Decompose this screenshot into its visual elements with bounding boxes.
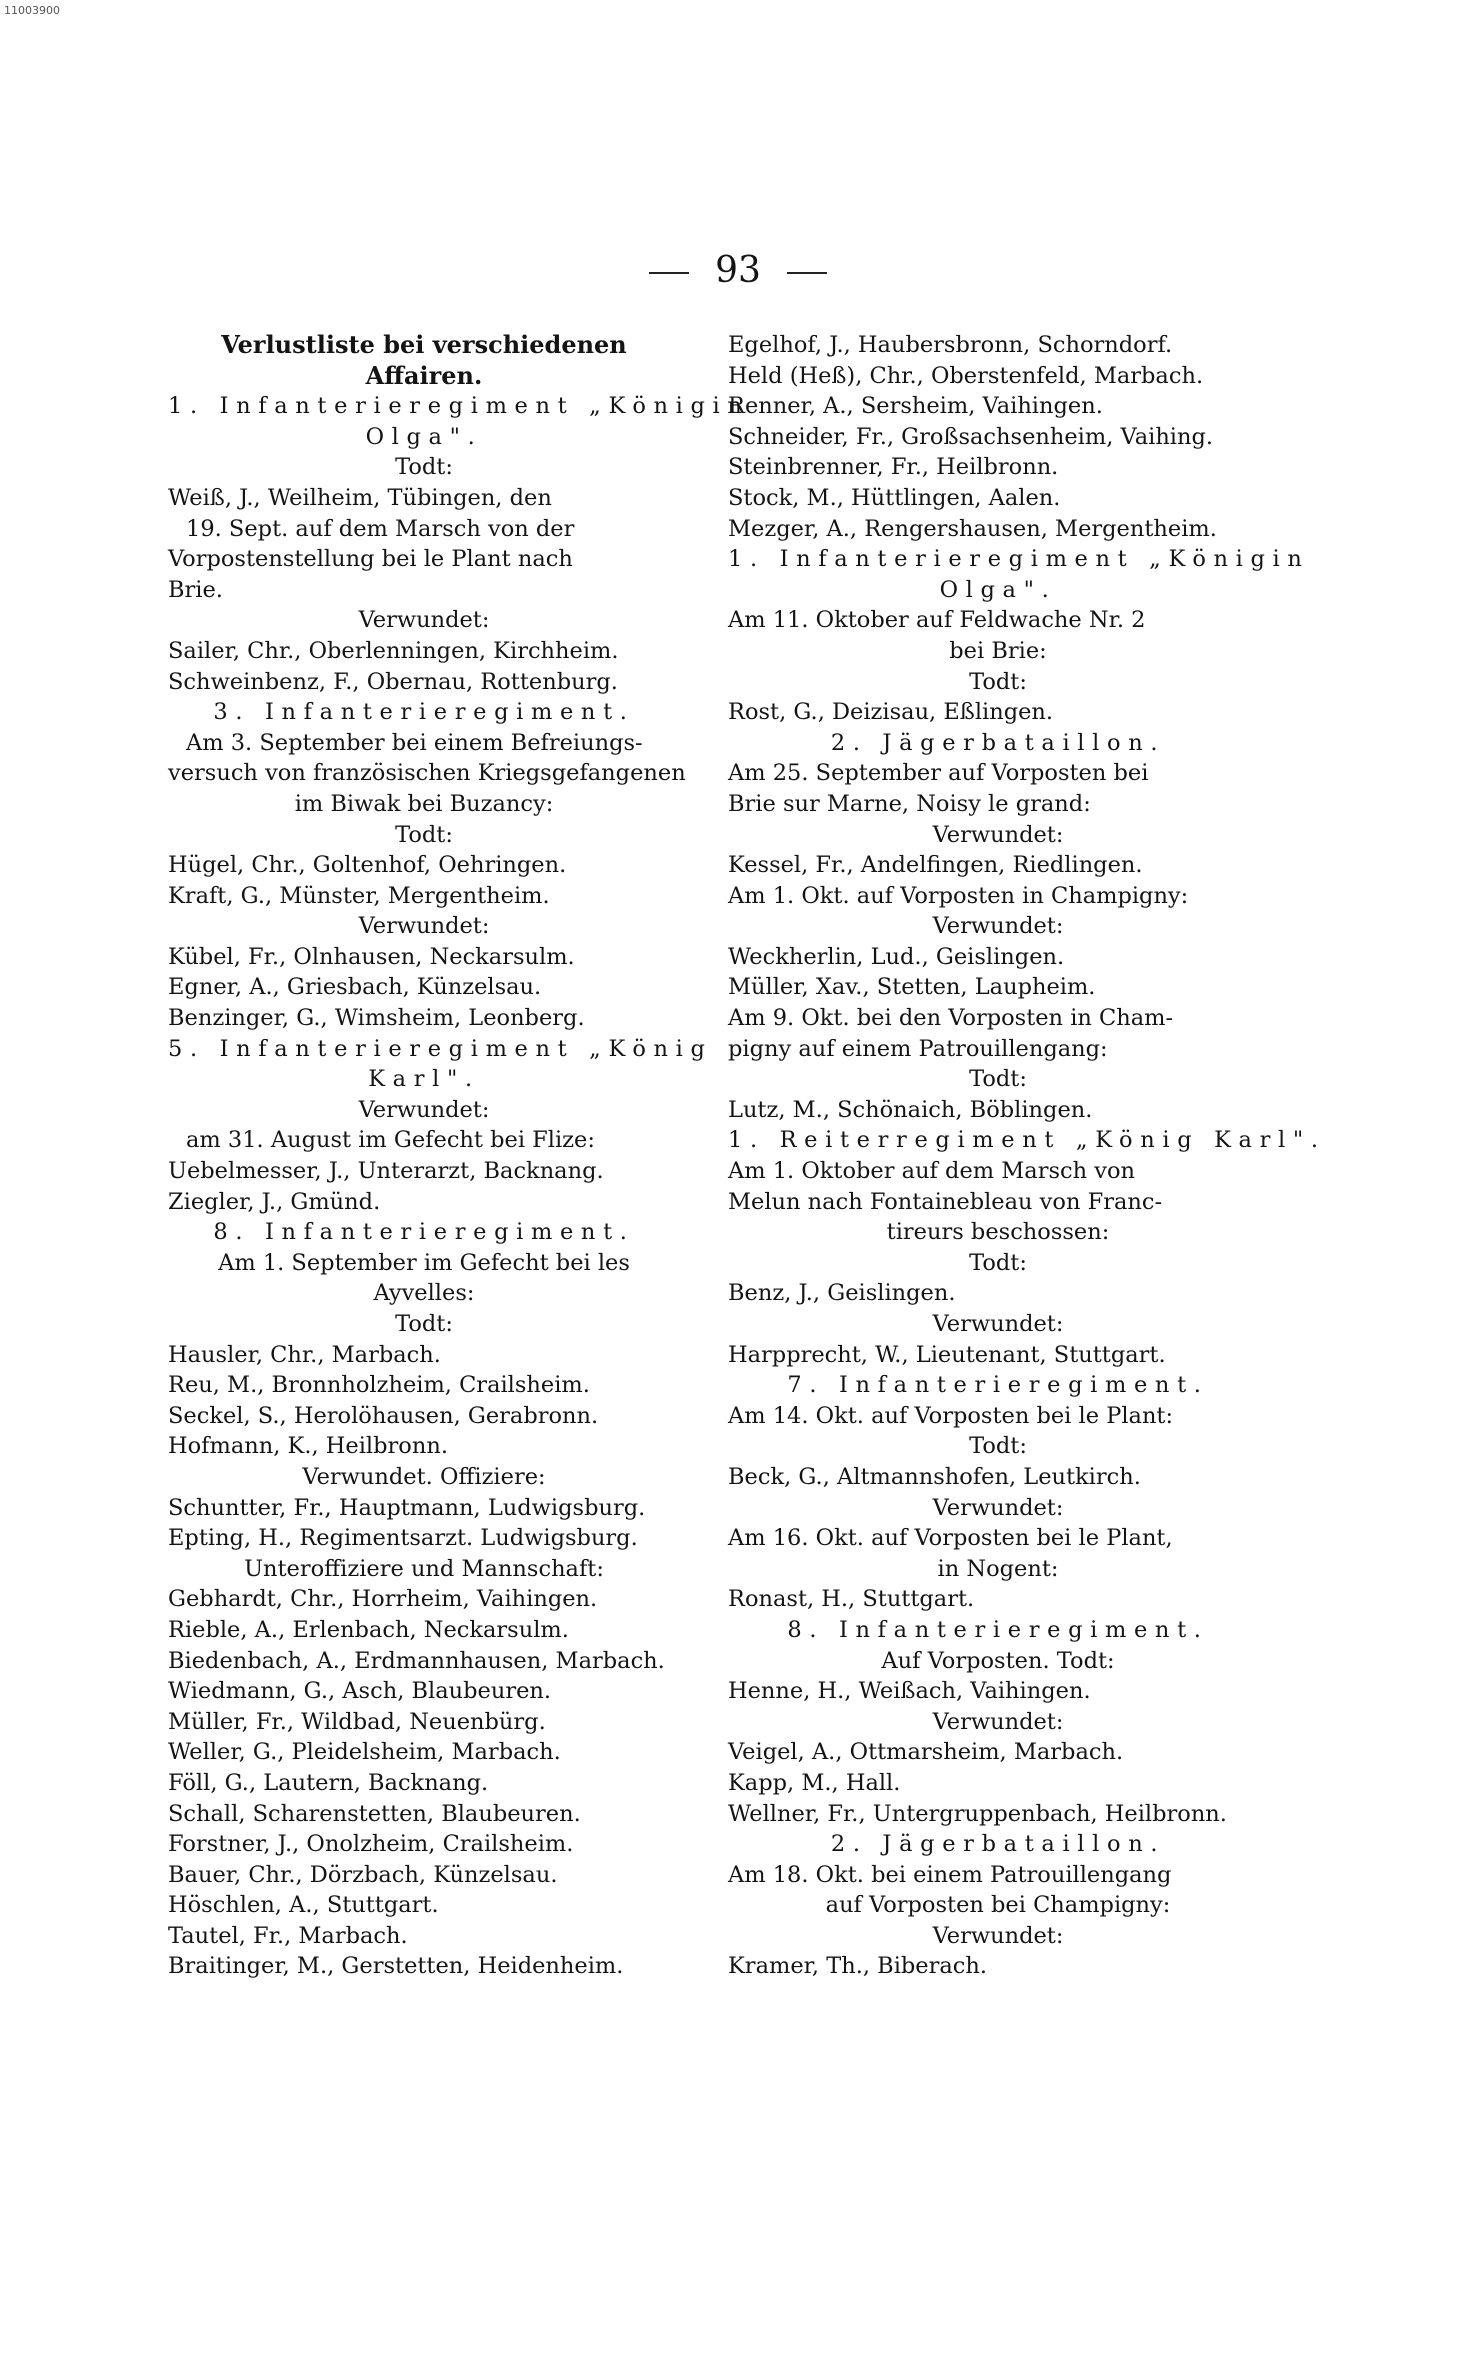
text-line: Bauer, Chr., Dörzbach, Künzelsau.	[168, 1861, 558, 1888]
text-line: Am 9. Okt. bei den Vorposten in Cham-	[728, 1005, 1174, 1032]
text-line: Schweinbenz, F., Obernau, Rottenburg.	[168, 668, 618, 695]
text-line: Kapp, M., Hall.	[728, 1769, 901, 1796]
text-line: 5. Infanterieregiment „König	[168, 1035, 713, 1062]
text-line: Verwundet:	[932, 1311, 1064, 1337]
text-line: Todt:	[395, 821, 453, 848]
text-line: Rost, G., Deizisau, Eßlingen.	[728, 699, 1054, 726]
text-line: Brie sur Marne, Noisy le grand:	[728, 790, 1091, 817]
text-line: Müller, Xav., Stetten, Laupheim.	[728, 974, 1096, 1001]
text-line: Todt:	[969, 1433, 1027, 1460]
text-line: Weiß, J., Weilheim, Tübingen, den	[168, 484, 552, 511]
text-line: Verwundet:	[932, 821, 1064, 848]
text-line: Todt:	[969, 668, 1027, 695]
text-line: Schall, Scharenstetten, Blaubeuren.	[168, 1800, 581, 1827]
text-line: Verlustliste bei verschiedenen	[221, 330, 627, 359]
text-line: 3. Infanterieregiment.	[213, 699, 635, 726]
text-line: 2. Jägerbataillon.	[830, 1831, 1166, 1858]
text-line: Verwundet:	[932, 1922, 1064, 1949]
text-line: Uebelmesser, J., Unterarzt, Backnang.	[168, 1158, 604, 1185]
text-line: Hofmann, K., Heilbronn.	[168, 1433, 448, 1460]
text-line: Auf Vorposten. Todt:	[881, 1647, 1115, 1674]
text-line: Todt:	[969, 1249, 1027, 1276]
text-line: Hausler, Chr., Marbach.	[168, 1341, 441, 1368]
dash-left	[649, 272, 689, 274]
text-line: Ronast, H., Stuttgart.	[728, 1586, 975, 1613]
text-line: Todt:	[969, 1066, 1027, 1093]
text-line: Forstner, J., Onolzheim, Crailsheim.	[168, 1831, 574, 1858]
text-line: Ziegler, J., Gmünd.	[168, 1188, 381, 1215]
text-line: auf Vorposten bei Champigny:	[825, 1892, 1171, 1919]
text-line: Verwundet:	[358, 607, 490, 634]
text-line: 7. Infanterieregiment.	[787, 1372, 1209, 1399]
text-line: Renner, A., Sersheim, Vaihingen.	[728, 393, 1103, 420]
text-line: Affairen.	[365, 360, 483, 390]
text-line: Olga".	[939, 576, 1057, 603]
text-line: im Biwak bei Buzancy:	[294, 790, 554, 817]
text-line: Am 25. September auf Vorposten bei	[728, 760, 1149, 787]
text-line: Wellner, Fr., Untergruppenbach, Heilbronn.	[728, 1800, 1227, 1827]
text-line: Kessel, Fr., Andelfingen, Riedlingen.	[728, 852, 1143, 879]
text-line: Benz, J., Geislingen.	[728, 1280, 956, 1307]
text-line: Kraft, G., Münster, Mergentheim.	[168, 882, 550, 909]
text-line: Karl".	[368, 1066, 480, 1093]
text-line: Weller, G., Pleidelsheim, Marbach.	[168, 1739, 561, 1766]
text-line: Seckel, S., Herolöhausen, Gerabronn.	[168, 1402, 599, 1429]
text-line: Föll, G., Lautern, Backnang.	[168, 1769, 489, 1796]
text-line: Olga".	[365, 423, 483, 450]
text-line: Verwundet:	[358, 1096, 490, 1123]
text-line: 1. Infanterieregiment „Königin	[728, 546, 1310, 573]
text-line: Am 14. Okt. auf Vorposten bei le Plant:	[728, 1402, 1174, 1429]
text-line: tireurs beschossen:	[886, 1219, 1110, 1246]
text-line: Am 1. Okt. auf Vorposten in Champigny:	[728, 882, 1189, 909]
text-line: Veigel, A., Ottmarsheim, Marbach.	[728, 1739, 1124, 1766]
text-line: Todt:	[395, 454, 453, 481]
text-line: Kübel, Fr., Olnhausen, Neckarsulm.	[168, 943, 575, 970]
text-line: Verwundet:	[932, 1708, 1064, 1735]
text-line: Verwundet:	[932, 913, 1064, 940]
text-line: Todt:	[395, 1311, 453, 1337]
text-line: am 31. August im Gefecht bei Flize:	[186, 1127, 595, 1154]
text-line: Steinbrenner, Fr., Heilbronn.	[728, 454, 1059, 481]
text-line: Tautel, Fr., Marbach.	[168, 1922, 408, 1949]
text-line: Verwundet:	[358, 913, 490, 940]
text-line: 19. Sept. auf dem Marsch von der	[186, 515, 575, 542]
text-line: Stock, M., Hüttlingen, Aalen.	[728, 484, 1061, 511]
text-line: Epting, H., Regimentsarzt. Ludwigsburg.	[168, 1525, 638, 1552]
text-line: Benzinger, G., Wimsheim, Leonberg.	[168, 1005, 585, 1032]
text-line: Am 11. Oktober auf Feldwache Nr. 2	[728, 607, 1146, 634]
scan-id: 11003900	[4, 4, 60, 17]
text-line: bei Brie:	[949, 637, 1047, 664]
text-line: Schneider, Fr., Großsachsenheim, Vaihing.	[728, 423, 1214, 450]
text-line: Gebhardt, Chr., Horrheim, Vaihingen.	[168, 1586, 598, 1613]
text-line: 8. Infanterieregiment.	[787, 1616, 1209, 1643]
text-line: Mezger, A., Rengershausen, Mergentheim.	[728, 515, 1217, 542]
text-line: Ayvelles:	[373, 1280, 475, 1307]
text-line: Harpprecht, W., Lieutenant, Stuttgart.	[728, 1341, 1166, 1368]
text-line: Verwundet. Offiziere:	[302, 1463, 546, 1490]
text-line: Vorpostenstellung bei le Plant nach	[168, 546, 573, 573]
text-line: Weckherlin, Lud., Geislingen.	[728, 943, 1065, 970]
text-line: pigny auf einem Patrouillengang:	[728, 1035, 1108, 1062]
text-line: Egner, A., Griesbach, Künzelsau.	[168, 974, 542, 1001]
text-line: Brie.	[168, 576, 223, 603]
text-line: Schuntter, Fr., Hauptmann, Ludwigsburg.	[168, 1494, 646, 1521]
text-line: Am 1. September im Gefecht bei les	[218, 1249, 630, 1276]
text-line: Held (Heß), Chr., Oberstenfeld, Marbach.	[728, 362, 1204, 389]
text-line: Sailer, Chr., Oberlenningen, Kirchheim.	[168, 637, 619, 664]
text-line: 2. Jägerbataillon.	[830, 729, 1166, 756]
page-number: 93	[715, 250, 761, 291]
text-line: Egelhof, J., Haubersbronn, Schorndorf.	[728, 332, 1173, 358]
text-line: Am 18. Okt. bei einem Patrouillengang	[728, 1861, 1172, 1888]
text-line: 8. Infanterieregiment.	[213, 1219, 635, 1246]
text-line: Unteroffiziere und Mannschaft:	[244, 1555, 604, 1582]
text-line: Biedenbach, A., Erdmannhausen, Marbach.	[168, 1647, 665, 1674]
text-line: Am 16. Okt. auf Vorposten bei le Plant,	[728, 1525, 1173, 1552]
text-line: Kramer, Th., Biberach.	[728, 1953, 988, 1980]
text-line: 1. Reiterregiment „König Karl".	[728, 1127, 1326, 1154]
text-line: Höschlen, A., Stuttgart.	[168, 1892, 439, 1919]
text-line: in Nogent:	[937, 1555, 1059, 1582]
text-line: Lutz, M., Schönaich, Böblingen.	[728, 1096, 1093, 1123]
text-line: Wiedmann, G., Asch, Blaubeuren.	[168, 1678, 552, 1705]
page-number-line	[0, 250, 1476, 291]
text-line: Henne, H., Weißach, Vaihingen.	[728, 1678, 1091, 1705]
text-line: Beck, G., Altmannshofen, Leutkirch.	[728, 1463, 1141, 1490]
text-line: Am 1. Oktober auf dem Marsch von	[728, 1158, 1135, 1185]
text-line: Müller, Fr., Wildbad, Neuenbürg.	[168, 1708, 546, 1735]
text-line: Hügel, Chr., Goltenhof, Oehringen.	[168, 852, 567, 879]
text-line: 1. Infanterieregiment „Königin	[168, 393, 750, 420]
text-line: Am 3. September bei einem Befreiungs-	[186, 729, 643, 756]
text-line: Melun nach Fontainebleau von Franc-	[728, 1188, 1163, 1215]
text-line: Rieble, A., Erlenbach, Neckarsulm.	[168, 1616, 569, 1643]
text-line: Verwundet:	[932, 1494, 1064, 1521]
dash-right	[787, 272, 827, 274]
right-column	[728, 330, 1326, 1982]
text-line: Braitinger, M., Gerstetten, Heidenheim.	[168, 1953, 624, 1980]
text-line: Reu, M., Bronnholzheim, Crailsheim.	[168, 1372, 590, 1399]
text-line: versuch von französischen Kriegsgefangenen	[168, 760, 686, 787]
left-column	[168, 330, 750, 1982]
